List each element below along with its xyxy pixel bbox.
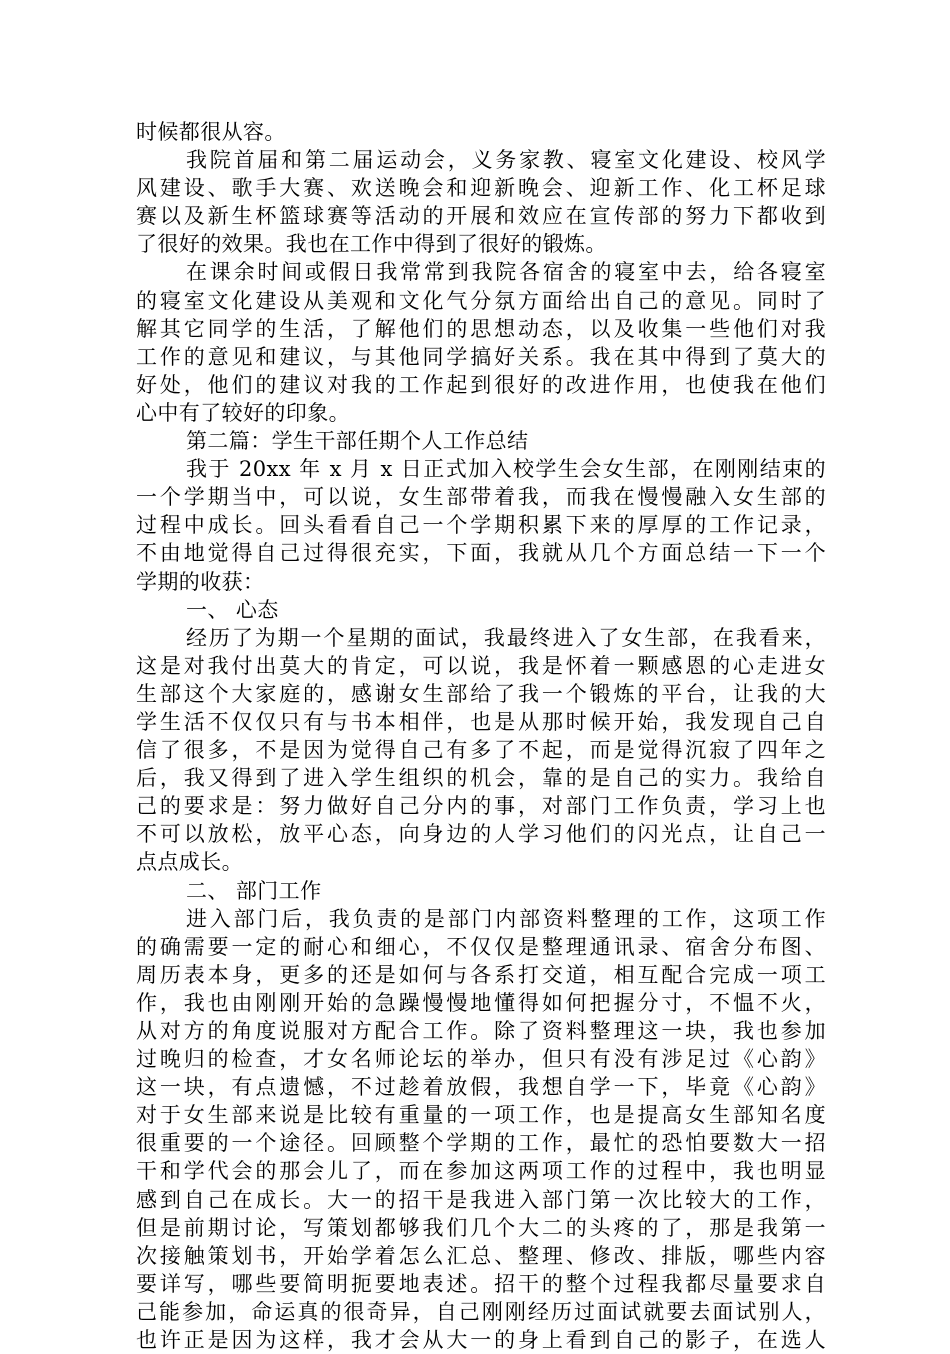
text-line: 一、 心态 [186,597,279,622]
text-line: 后，我又得到了进入学生组织的机会，靠的是自己的实力。我给自 [136,766,826,791]
text-line: 干和学代会的那会儿了，而在参加这两项工作的过程中，我也明显 [136,1159,826,1184]
text-line: 第二篇：学生干部任期个人工作总结 [186,429,529,454]
text-line: 对于女生部来说是比较有重量的一项工作，也是提高女生部知名度 [136,1103,826,1128]
document-body-text [136,118,826,1354]
text-line: 不可以放松，放平心态，向身边的人学习他们的闪光点，让自己一 [136,822,826,847]
text-line: 一个学期当中，可以说，女生部带着我，而我在慢慢融入女生部的 [136,485,826,510]
text-line: 我于 20xx 年 x 月 x 日正式加入校学生会女生部，在刚刚结束的 [186,457,826,482]
text-line: 从对方的角度说服对方配合工作。除了资料整理这一块，我也参加 [136,1019,826,1043]
text-line: 工作的意见和建议，与其他同学搞好关系。我在其中得到了莫大的 [136,344,826,369]
text-line: 学期的收获： [136,569,265,594]
text-line: 感到自己在成长。大一的招干是我进入部门第一次比较大的工作， [136,1187,826,1212]
text-line: 过晚归的检查，才女名师论坛的举办，但只有没有涉足过《心韵》 [136,1047,826,1072]
text-line: 要详写，哪些要简明扼要地表述。招干的整个过程我都尽量要求自 [136,1271,826,1296]
text-line: 心中有了较好的印象。 [136,400,350,425]
text-line: 也许正是因为这样，我才会从大一的身上看到自己的影子，在选人 [136,1328,826,1353]
text-line: 己的要求是：努力做好自己分内的事，对部门工作负责，学习上也 [136,794,826,819]
text-line: 很重要的一个途径。回顾整个学期的工作，最忙的恐怕要数大一招 [136,1131,826,1156]
text-line: 赛以及新生杯篮球赛等活动的开展和效应在宣传部的努力下都收到 [136,204,826,229]
text-line: 次接触策划书，开始学着怎么汇总、整理、修改、排版，哪些内容 [136,1243,826,1268]
text-line: 这一块，有点遗憾，不过趁着放假，我想自学一下，毕竟《心韵》 [136,1075,826,1100]
text-line: 二、 部门工作 [186,878,322,903]
text-line: 进入部门后，我负责的是部门内部资料整理的工作，这项工作 [186,906,826,931]
text-line: 了很好的效果。我也在工作中得到了很好的锻炼。 [136,232,607,257]
text-line: 作，我也由刚刚开始的急躁慢慢地懂得如何把握分寸，不愠不火， [136,990,826,1015]
text-line: 好处，他们的建议对我的工作起到很好的改进作用，也使我在他们 [136,372,826,397]
text-line: 我院首届和第二届运动会，义务家教、寝室文化建设、校风学 [186,148,826,173]
text-line: 不由地觉得自己过得很充实，下面，我就从几个方面总结一下一个 [136,541,826,566]
text-line: 己能参加，命运真的很奇异，自己刚刚经历过面试就要去面试别人， [136,1299,826,1324]
text-line: 信了很多，不是因为觉得自己有多了不起，而是觉得沉寂了四年之 [136,738,826,763]
text-line: 的确需要一定的耐心和细心，不仅仅是整理通讯录、宿舍分布图、 [136,934,826,959]
text-line: 这是对我付出莫大的肯定，可以说，我是怀着一颗感恩的心走进女 [136,653,826,678]
text-line: 的寝室文化建设从美观和文化气分氛方面给出自己的意见。同时了 [136,288,826,313]
text-line: 时候都很从容。 [136,120,286,144]
text-line: 在课余时间或假日我常常到我院各宿舍的寝室中去，给各寝室 [186,260,826,285]
text-line: 但是前期讨论，写策划都够我们几个大二的头疼的了，那是我第一 [136,1215,826,1240]
text-line: 周历表本身，更多的还是如何与各系打交道，相互配合完成一项工 [136,962,826,987]
text-line: 风建设、歌手大赛、欢送晚会和迎新晚会、迎新工作、化工杯足球 [136,176,826,201]
text-line: 生部这个大家庭的，感谢女生部给了我一个锻炼的平台，让我的大 [136,681,826,706]
text-line: 经历了为期一个星期的面试，我最终进入了女生部，在我看来， [186,625,826,650]
text-line: 解其它同学的生活，了解他们的思想动态，以及收集一些他们对我 [136,316,826,341]
text-line: 学生活不仅仅只有与书本相伴，也是从那时候开始，我发现自己自 [136,709,826,734]
text-line: 点点成长。 [136,850,243,875]
text-line: 过程中成长。回头看看自己一个学期积累下来的厚厚的工作记录， [136,513,826,538]
